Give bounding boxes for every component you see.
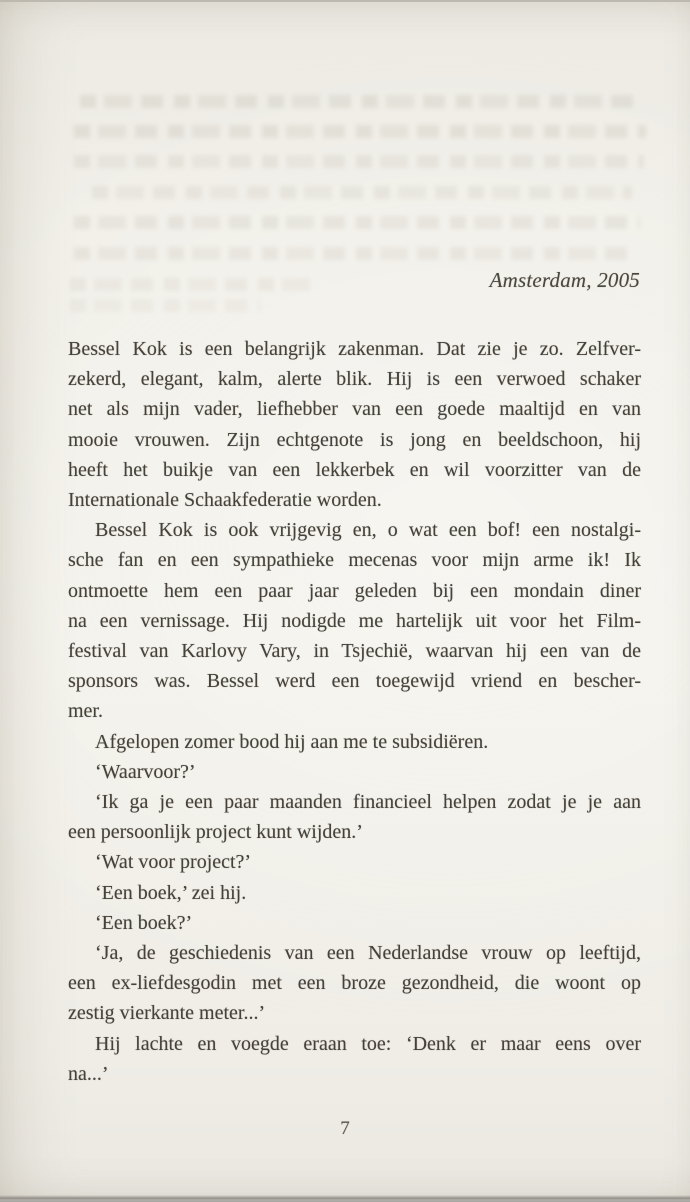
- text-line: mer.: [68, 700, 103, 723]
- text-line: ‘Waarvoor?’: [95, 760, 196, 783]
- text-line: Afgelopen zomer bood hij aan me te subsidiëren.: [95, 730, 489, 753]
- text-line: na een vernissage. Hij nodigde me hartelijk uit voor het Film-: [68, 609, 641, 632]
- bleedthrough-line: [70, 278, 310, 291]
- bleedthrough-line: [70, 299, 260, 312]
- text-line: Bessel Kok is ook vrijgevig en, o wat een bof! een nostalgi-: [95, 519, 641, 542]
- text-line: Hij lachte en voegde eraan toe: ‘Denk er maar eens over: [95, 1032, 641, 1055]
- text-line: Bessel Kok is een belangrijk zakenman. Dat zie je zo. Zelfver-: [68, 338, 641, 360]
- bleedthrough-line: [80, 95, 638, 108]
- text-line: een ex-liefdesgodin met een broze gezondheid, die woont op: [68, 972, 641, 995]
- text-line: na...’: [68, 1062, 109, 1085]
- text-line: ‘Een boek,’ zei hij.: [95, 881, 247, 904]
- text-line: net als mijn vader, liefhebber van een goede maaltijd en van: [68, 398, 641, 421]
- body-text: [68, 334, 641, 1089]
- text-line: ‘Ik ga je een paar maanden financieel helpen zodat je je aan: [95, 791, 641, 814]
- dateline: Amsterdam, 2005: [489, 268, 640, 292]
- text-line: zestig vierkante meter...’: [68, 1002, 266, 1025]
- text-line: heeft het buikje van een lekkerbek en wil voorzitter van de: [68, 458, 641, 481]
- text-line: ontmoette hem een paar jaar geleden bij een mondain diner: [68, 579, 641, 602]
- page-bottom-edge: [0, 1195, 690, 1202]
- text-line: zekerd, elegant, kalm, alerte blik. Hij is een verwoed schaker: [68, 368, 641, 391]
- text-line: mooie vrouwen. Zijn echtgenote is jong en beeldschoon, hij: [68, 428, 641, 451]
- text-line: festival van Karlovy Vary, in Tsjechië, waarvan hij een van de: [68, 640, 641, 663]
- text-line: sche fan en een sympathieke mecenas voor mijn arme ik! Ik: [68, 549, 641, 572]
- text-line: sponsors was. Bessel werd een toegewijd vriend en bescher-: [68, 670, 641, 693]
- text-line: ‘Ja, de geschiedenis van een Nederlandse vrouw op leeftijd,: [95, 942, 641, 965]
- bleedthrough-line: [74, 247, 630, 260]
- text-line: ‘Wat voor project?’: [95, 851, 252, 874]
- text-line: Internationale Schaakfederatie worden.: [68, 489, 382, 512]
- text-line: een persoonlijk project kunt wijden.’: [68, 821, 363, 844]
- text-line: ‘Een boek?’: [95, 911, 193, 934]
- page-number: 7: [340, 1118, 350, 1139]
- bleedthrough-line: [74, 125, 646, 138]
- bleedthrough-line: [92, 186, 632, 199]
- bleedthrough-line: [74, 155, 644, 168]
- bleedthrough-line: [74, 216, 640, 229]
